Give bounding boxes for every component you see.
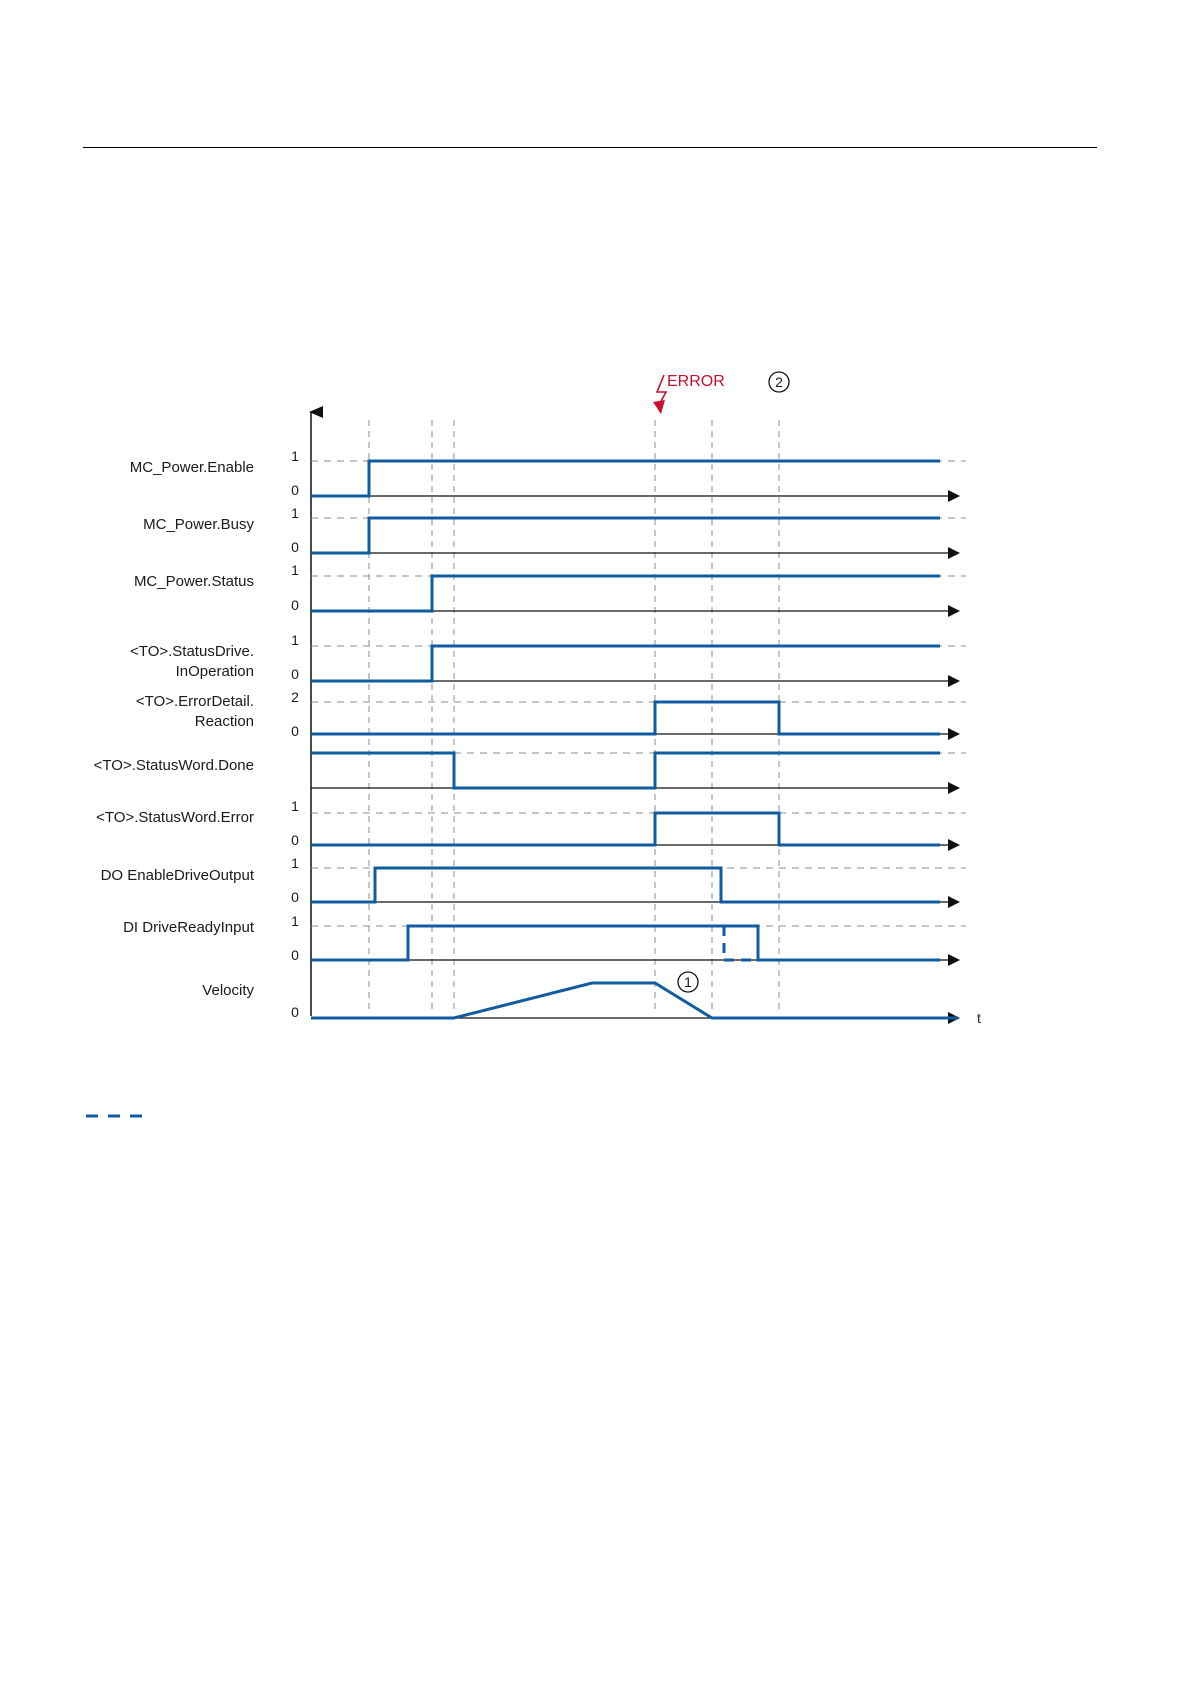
level-label-high: 1 [291, 632, 299, 648]
callout-2 [769, 372, 789, 392]
signal-waveform [311, 702, 940, 734]
signal-label: <TO>.StatusWord.Error [96, 809, 254, 826]
level-label-low: 0 [291, 832, 299, 848]
error-arrowhead [653, 400, 665, 414]
signal-label: Velocity [202, 982, 254, 999]
signal-waveform [311, 926, 940, 960]
signal-row-velocity [202, 972, 981, 1026]
signal-row-status-drive-inoperation [130, 632, 966, 682]
signal-row-drive-ready-input [123, 913, 966, 963]
signal-row-mc-power-busy [143, 505, 966, 555]
callout-number: 2 [775, 374, 783, 390]
level-label-high: 1 [291, 855, 299, 871]
level-label-zero: 0 [291, 1004, 299, 1020]
signal-waveform [311, 753, 940, 788]
signal-row-mc-power-enable [130, 448, 966, 498]
signal-label: <TO>.StatusDrive. [130, 643, 254, 660]
level-label-high: 1 [291, 448, 299, 464]
level-label-low: 0 [291, 539, 299, 555]
signal-row-enable-drive-output [101, 855, 966, 905]
signal-row-status-word-error [96, 798, 966, 848]
error-marker [653, 373, 725, 414]
level-label-high: 1 [291, 798, 299, 814]
level-label-low: 0 [291, 723, 299, 739]
time-guides [369, 420, 779, 1010]
signal-label-continued: InOperation [175, 663, 254, 680]
signal-row-error-detail-reaction [136, 689, 966, 739]
signal-label: DO EnableDriveOutput [100, 867, 254, 884]
signal-label-continued: Reaction [194, 713, 254, 730]
signal-label: MC_Power.Enable [129, 459, 254, 476]
level-label-high: 1 [291, 505, 299, 521]
signal-label: <TO>.ErrorDetail. [135, 693, 254, 710]
signal-waveform [311, 983, 958, 1018]
level-label-high: 1 [291, 913, 299, 929]
signal-waveform [311, 461, 940, 496]
time-axis-label: t [977, 1010, 981, 1026]
error-label: ERROR [667, 373, 725, 390]
signal-label: MC_Power.Status [133, 573, 254, 590]
callout-number: 1 [684, 974, 692, 990]
signal-row-status-word-done [94, 753, 966, 788]
dashed-line-icon [86, 1113, 146, 1119]
level-label-low: 0 [291, 889, 299, 905]
signal-waveform [311, 576, 940, 611]
level-label-low: 0 [291, 947, 299, 963]
signal-waveform [311, 646, 940, 681]
level-label-high: 1 [291, 562, 299, 578]
signal-waveform-alternative [724, 926, 758, 960]
level-label-low: 0 [291, 482, 299, 498]
signal-waveform [311, 518, 940, 553]
signal-row-mc-power-status [134, 562, 966, 613]
signal-waveform [311, 868, 940, 902]
level-label-high: 2 [291, 689, 299, 705]
signal-label: MC_Power.Busy [143, 516, 254, 533]
level-label-low: 0 [291, 666, 299, 682]
level-label-low: 0 [291, 597, 299, 613]
signal-waveform [311, 813, 940, 845]
callout-1 [678, 972, 698, 992]
signal-label: <TO>.StatusWord.Done [93, 757, 254, 774]
signal-label: DI DriveReadyInput [123, 919, 254, 936]
